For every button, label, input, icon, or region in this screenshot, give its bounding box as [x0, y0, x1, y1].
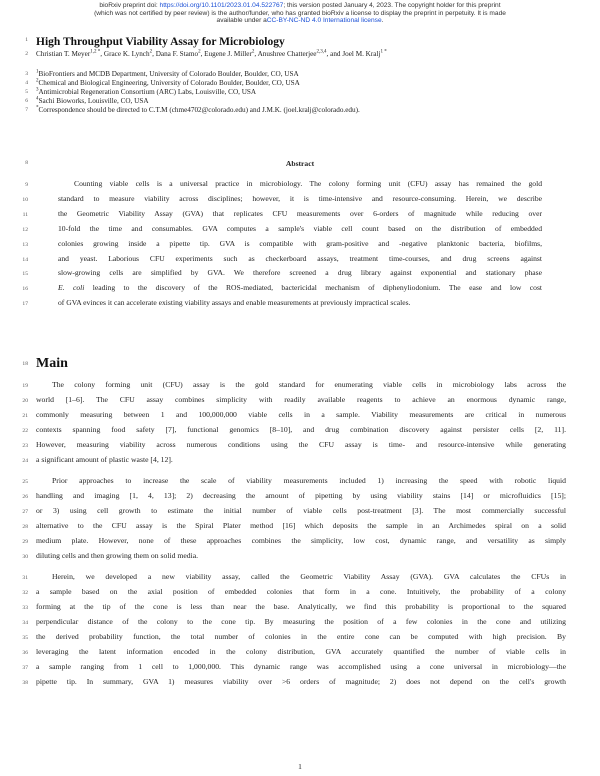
line-number: 19 [22, 383, 28, 389]
abstract-line: Counting viable cells is a universal practice in microbiology. The colony forming unit (CFU) assay has remained the gold [74, 179, 542, 188]
line-number: 11 [22, 212, 28, 218]
paragraph-line: diluting cells and then growing them on solid media. [36, 551, 199, 560]
line-number: 36 [22, 650, 28, 656]
paragraph-line: Prior approaches to increase the scale of viability measurements included 1) increasing the speed with robotic liquid [52, 476, 566, 485]
line-number: 13 [22, 242, 28, 248]
line-number: 26 [22, 494, 28, 500]
paragraph-line: a sample based on the axial position of embedded colonies that form in a cone. Intuitively, the probability of a colony [36, 587, 566, 596]
paragraph-line: leveraging the latent information encoded in the colony distribution, GVA accurately quantified the number of viable cells in [36, 647, 566, 656]
line-number: 17 [22, 301, 28, 307]
abstract-line: slow-growing cells are simplified by GVA. We therefore screened a drug library against exponential and stationary phase [58, 268, 542, 277]
line-number: 28 [22, 524, 28, 530]
author-list: Christian T. Meyer$^{1,2 *}$, Grace K. Lynch$^2$, Dana F. Stamo$^2$, Eugene J. Miller$^2$, Anushree Chatterjee$^{2,3,4}$, and Joel M. Kralj$^{1 *}$ [36, 49, 387, 58]
paragraph-line: contexts spanning food safety [7], functional genomics [8–10], and drug combination discovery against persister cells [2, 11]. [36, 425, 566, 434]
line-number: 35 [22, 635, 28, 641]
line-number: 18 [22, 361, 28, 367]
line-number: 9 [25, 182, 28, 188]
doi-link[interactable]: https://doi.org/10.1101/2023.01.04.522767 [159, 2, 284, 9]
preprint-notice-line-2: (which was not certified by peer review) is the author/funder, who has granted bioRxiv a license to display the preprint in perpetuity. It is made [94, 9, 506, 17]
line-number: 2 [25, 51, 28, 57]
paper-title: High Throughput Viability Assay for Microbiology [36, 36, 285, 48]
line-number: 1 [25, 37, 28, 43]
paragraph-line: commonly measuring between 1 and 100,000,000 viable cells in a sample. Viability measurements are critical in numerous [36, 410, 566, 419]
paragraph-line: medium plate. However, none of these approaches combines the simplicity, low cost, dynamic range, and versatility as simply [36, 536, 566, 545]
line-number: 25 [22, 479, 28, 485]
line-number: 33 [22, 605, 28, 611]
paragraph-line: alternative to the CFU assay is the Spiral Plater method [16] which deposits the sample in an Archimedes spiral on a solid [36, 521, 566, 530]
paragraph-line: forming at the tip of the cone is less than near the base. Analytically, we find this probability is proportional to the squared [36, 602, 566, 611]
line-number: 12 [22, 227, 28, 233]
section-heading-main: Main [36, 356, 68, 371]
abstract-line: 10-fold the time and consumables. GVA computes a sample's viable cell count based on the distribution of embedded [58, 224, 542, 233]
abstract-line: standard to measure viability across disciplines; however, it is time-intensive and resource-consuming. Herein, we describe [58, 194, 542, 203]
paragraph-line: a significant amount of plastic waste [4, 12]. [36, 455, 173, 464]
paragraph-line: handling and imaging [1, 4, 13]; 2) decreasing the amount of pipetting by using viability stains [14] or microfluidics [15]; [36, 491, 566, 500]
paragraph-line: the derived probability function, the total number of colonies in the entire cone can be computed with high precision. By [36, 632, 566, 641]
line-number: 32 [22, 590, 28, 596]
line-number: 20 [22, 398, 28, 404]
line-number: 14 [22, 257, 28, 263]
line-number: 24 [22, 458, 28, 464]
line-number: 16 [22, 286, 28, 292]
line-number: 7 [25, 107, 28, 113]
line-number: 31 [22, 575, 28, 581]
paragraph-line: perpendicular distance of the colony to the cone tip. By measuring the position of a few colonies in the cone and utilizing [36, 617, 566, 626]
line-number: 21 [22, 413, 28, 419]
preprint-notice-line-3: available under aCC-BY-NC-ND 4.0 International license. [216, 17, 384, 25]
line-number: 38 [22, 680, 28, 686]
abstract-line: and yeast. Laborious CFU experiments such as checkerboard assays, treatment time-courses, and drug screens against [58, 254, 542, 263]
abstract-line: the Geometric Viability Assay (GVA) that replicates CFU measurements over 6-orders of magnitude while reducing over [58, 209, 542, 218]
line-number: 34 [22, 620, 28, 626]
line-number: 30 [22, 554, 28, 560]
affiliation: $^4$Sachi Bioworks, Louisville, CO, USA [36, 96, 149, 105]
line-number: 27 [22, 509, 28, 515]
line-number: 29 [22, 539, 28, 545]
paragraph-line: However, measuring viability across numerous conditions using the CFU assay is time- and resource-intensive while generating [36, 440, 566, 449]
line-number: 37 [22, 665, 28, 671]
paragraph-line: or 3) using cell growth to estimate the initial number of viable cells post-treatment [3]. The most commercially successful [36, 506, 566, 515]
paragraph-line: a sample ranging from 1 cell to 1,000,000. This dynamic range was accomplished using a cone universal in microbiology—the [36, 662, 566, 671]
paragraph-line: pipette tip. In summary, GVA 1) measures viability over >6 orders of magnitude; 2) does not depend on the cell's growth [36, 677, 566, 686]
abstract-line: of GVA evinces it can accelerate existing viability assays and enable measurements at previously impractical scales. [58, 298, 411, 307]
abstract-line: E. coli leading to the discovery of the ROS-mediated, bactericidal mechanism of diphenyliodonium. The ease and low cost [58, 283, 543, 292]
line-number: 10 [22, 197, 28, 203]
affiliation: $^3$Antimicrobial Regeneration Consortium (ARC) Labs, Louisville, CO, USA [36, 87, 257, 96]
line-number: 23 [22, 443, 28, 449]
line-number: 22 [22, 428, 28, 434]
abstract-heading: Abstract [285, 159, 315, 168]
paragraph-line: The colony forming unit (CFU) assay is the gold standard for enumerating viable cells in microbiology labs across the [52, 380, 566, 389]
affiliation: $^1$BioFrontiers and MCDB Department, University of Colorado Boulder, Boulder, CO, USA [36, 69, 299, 78]
line-number: 8 [25, 160, 28, 166]
paragraph-line: Herein, we developed a new viability assay, called the Geometric Viability Assay (GVA). GVA calculates the CFUs in [52, 572, 566, 581]
line-number: 5 [25, 89, 28, 95]
affiliation: $^2$Chemical and Biological Engineering, University of Colorado Boulder, Boulder, CO, USA [36, 78, 300, 87]
preprint-notice [0, 2, 600, 25]
paragraph-line: world [1–6]. The CFU assay combines simplicity with readily available reagents to achieve an enormous dynamic range, [36, 395, 566, 404]
line-number: 3 [25, 71, 28, 77]
line-number: 4 [25, 80, 28, 86]
license-link[interactable]: CC-BY-NC-ND 4.0 International license [266, 17, 382, 25]
line-number: 6 [25, 98, 28, 104]
preprint-notice-line-1: bioRxiv preprint doi: https://doi.org/10.1101/2023.01.04.522767; this version posted January 4, 2023. The copyright holder for this preprint [99, 2, 501, 9]
correspondence: *Correspondence should be directed to C.T.M (chme4702@colorado.edu) and J.M.K. (joel.kralj@colorado.edu). [36, 105, 360, 114]
line-number: 15 [22, 271, 28, 277]
page-number: 1 [298, 762, 302, 771]
abstract-line: colonies growing inside a pipette tip. GVA is compatible with gram-positive and -negative planktonic bacteria, biofilms, [58, 239, 542, 248]
